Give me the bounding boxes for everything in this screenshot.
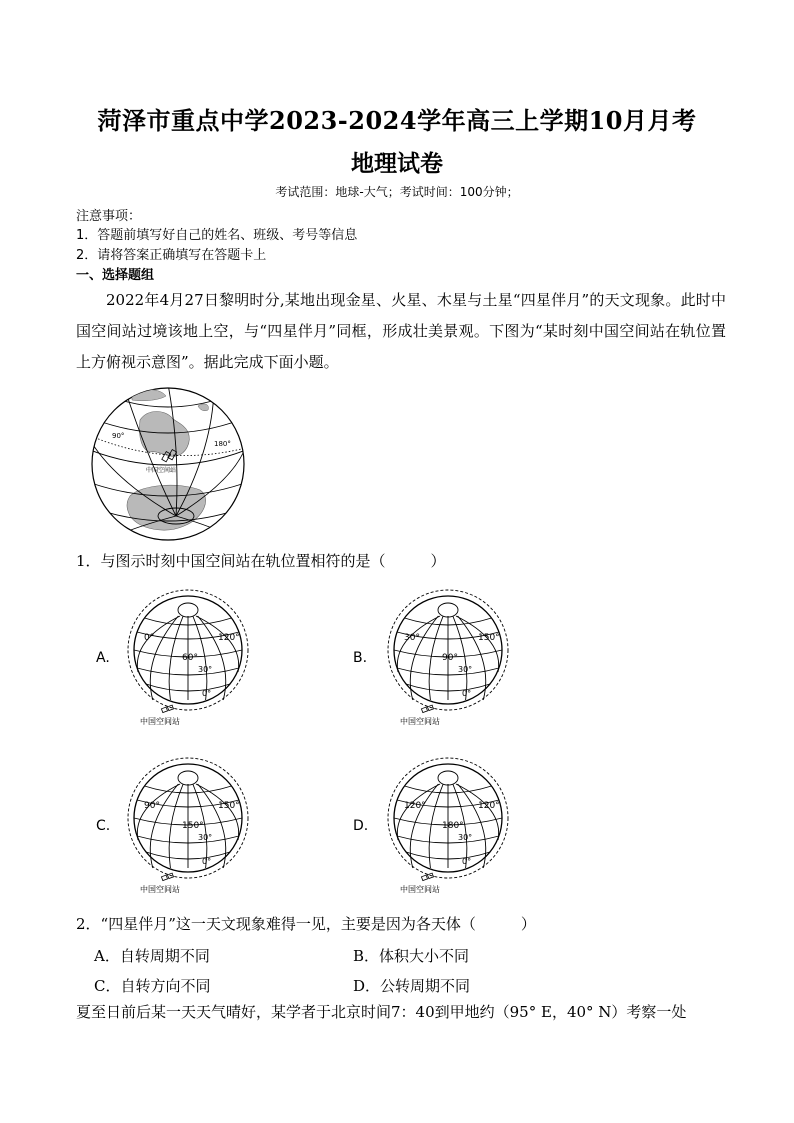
question-1-option-a-label[interactable]: A. <box>96 650 110 666</box>
passage-text: 2022年4月27日黎明时分,某地出现金星、火星、木星与土星“四星伴月”的天文现象。此时中国空间站过境该地上空，与“四星伴月”同框，形成壮美景观。下图为“某时刻中国空间站在轨位置上方俯视示意图”。据此完成下面小题。 <box>76 291 726 371</box>
exam-title: 菏泽市重点中学2023-2024学年高三上学期10月月考 <box>97 106 697 135</box>
option-b-lon-left: 30° <box>404 633 420 643</box>
option-b-lon-center: 90° <box>442 653 458 663</box>
option-c-station-label: 中国空间站 <box>140 885 180 894</box>
section-heading: 一、选择题组 <box>76 268 155 283</box>
next-passage-line: 夏至日前后某一天天气晴好，某学者于北京时间7：40到甲地约（95° E，40° N）考察一处 <box>76 1003 687 1021</box>
notice-item-2: 2．请将答案正确填写在答题卡上 <box>76 248 267 263</box>
notice-heading: 注意事项： <box>76 209 142 224</box>
question-1-option-b-globe[interactable] <box>380 584 520 734</box>
option-a-lat-30: 30° <box>198 665 213 674</box>
option-d-lon-center: 180° <box>442 821 464 831</box>
option-a-lon-right: 120° <box>218 633 240 643</box>
question-1-option-b-label[interactable]: B. <box>353 650 368 666</box>
question-1-stem: 1．与图示时刻中国空间站在轨位置相符的是（ ） <box>76 552 446 570</box>
question-2-option-d[interactable]: D．公转周期不同 <box>353 977 471 995</box>
question-2-option-b[interactable]: B．体积大小不同 <box>353 947 470 965</box>
option-d-lat-30: 30° <box>458 833 473 842</box>
option-c-lon-center: 150° <box>182 821 204 831</box>
question-1-option-d-label[interactable]: D. <box>353 818 369 834</box>
option-b-lon-right: 150° <box>478 633 500 643</box>
question-1-option-c-globe[interactable] <box>120 752 260 902</box>
option-c-lat-30: 30° <box>198 833 213 842</box>
main-globe-lon-left: 90° <box>112 432 125 440</box>
exam-meta: 考试范围：地球-大气；考试时间：100分钟； <box>275 185 519 199</box>
option-a-station-label: 中国空间站 <box>140 717 180 726</box>
option-d-lon-right: 120° <box>478 801 500 811</box>
main-globe-lon-right: 180° <box>214 440 231 448</box>
option-d-lon-left: 120° <box>404 801 426 811</box>
option-d-station-label: 中国空间站 <box>400 885 440 894</box>
main-globe-figure <box>84 380 256 552</box>
option-b-lat-0: 0° <box>462 689 472 698</box>
question-1-option-d-globe[interactable] <box>380 752 520 902</box>
option-a-lat-0: 0° <box>202 689 212 698</box>
option-b-lat-30: 30° <box>458 665 473 674</box>
question-1-option-a-globe[interactable] <box>120 584 260 734</box>
question-2-stem: 2．“四星伴月”这一天文现象难得一见，主要是因为各天体（ ） <box>76 915 536 933</box>
option-c-lat-0: 0° <box>202 857 212 866</box>
option-b-station-label: 中国空间站 <box>400 717 440 726</box>
option-a-lon-left: 0° <box>144 633 155 643</box>
option-a-lon-center: 60° <box>182 653 198 663</box>
main-globe-station-label: 中国空间站 <box>146 467 177 474</box>
question-2-option-a[interactable]: A．自转周期不同 <box>94 947 210 965</box>
question-2-option-c[interactable]: C．自转方向不同 <box>94 977 211 995</box>
question-1-option-c-label[interactable]: C. <box>96 818 111 834</box>
subject-title: 地理试卷 <box>351 150 443 177</box>
option-c-lon-right: 150° <box>218 801 240 811</box>
option-c-lon-left: 90° <box>144 801 160 811</box>
notice-item-1: 1．答题前填写好自己的姓名、班级、考号等信息 <box>76 228 358 243</box>
option-d-lat-0: 0° <box>462 857 472 866</box>
